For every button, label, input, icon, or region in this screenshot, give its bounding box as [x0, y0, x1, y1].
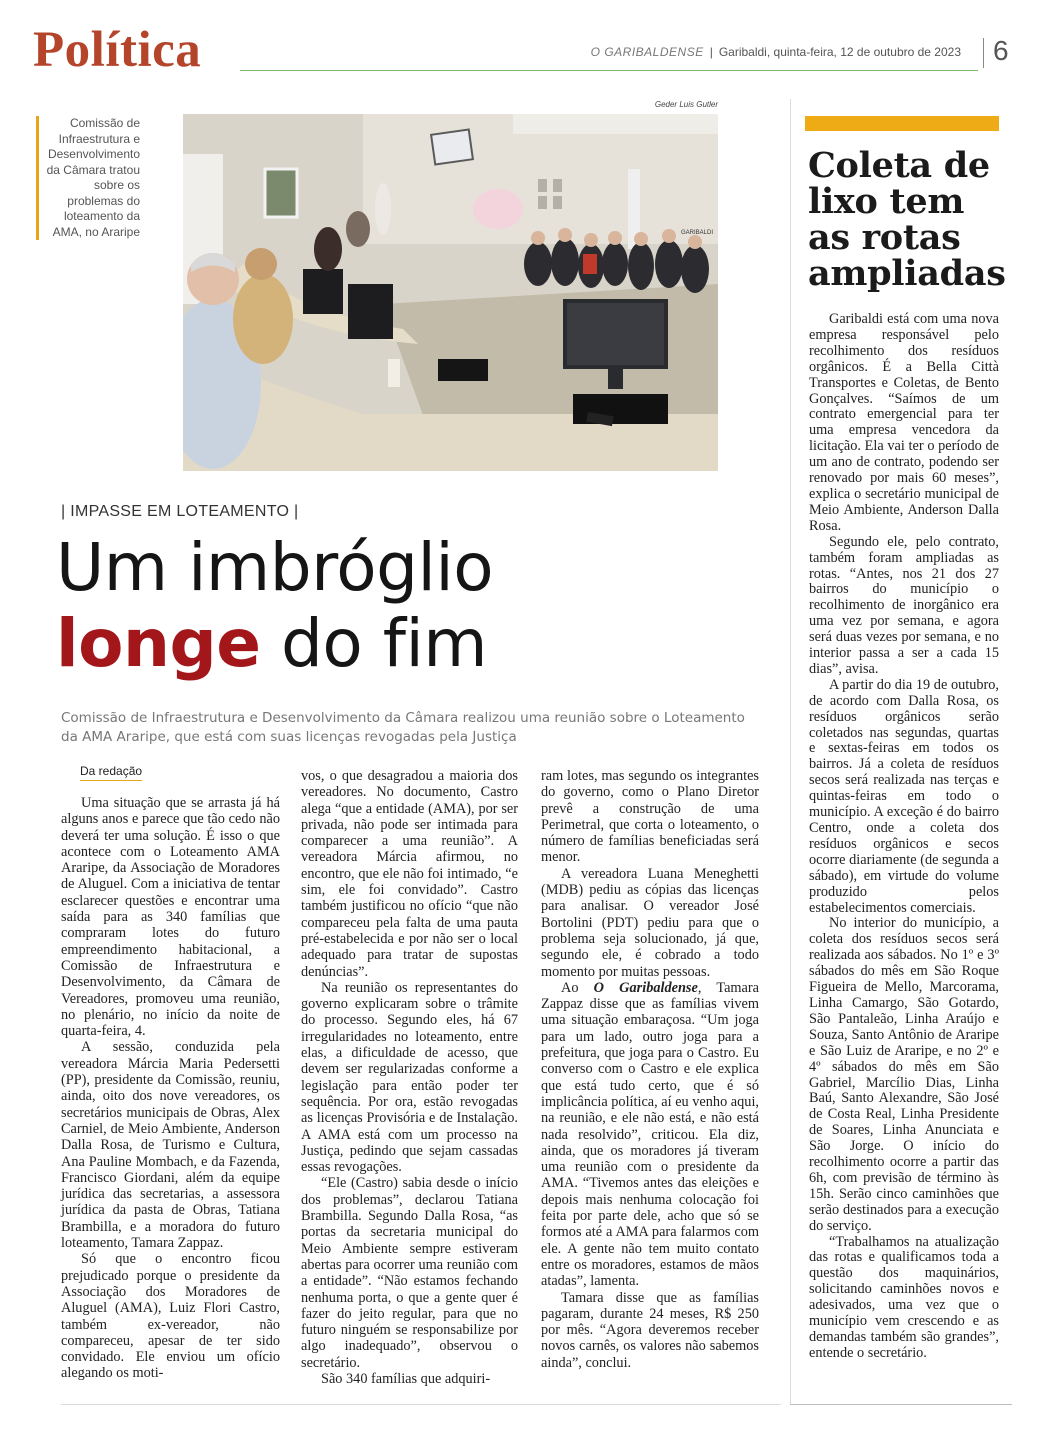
page-bottom-rule: [61, 1404, 781, 1405]
header-separator: |: [709, 45, 713, 59]
sidebar-paragraph: “Trabalhamos na atualização das rotas e qualificamos toda a questão dos maquinários, solicitando caminhões novos e adesivados, uma vez que o município vem crescendo e as demandas também são grandes”, entende o secretário.: [809, 1233, 999, 1361]
article-paragraph: vos, o que desagradou a maioria dos vereadores. No documento, Castro alega “que a entidade (AMA), por ser privada, não pode ser intimada para comparecer a uma reunião”. A vereadora Márcia afirmou, no encontro, que ele não foi intimado, “e sim, ele foi convidado”. Castro também justificou no ofício “que não compareceu pela falta de uma pauta pré-estabelecida e por não ser o local adequado para tratar de supostas denúncias”.: [301, 768, 518, 980]
interview-lead: Ao: [561, 979, 594, 996]
article-paragraph-interview: [541, 980, 759, 1290]
meeting-photo: [183, 114, 718, 471]
newspaper-name-inline: O Garibaldense: [593, 979, 698, 996]
article-paragraph: ram lotes, mas segundo os integrantes do governo, como o Plano Diretor prevê a construção de uma Perimetral, que corta o loteamento, o número de famílias beneficiadas será menor.: [541, 768, 759, 866]
header-rule: [240, 70, 978, 71]
page-number-divider: [983, 38, 984, 68]
byline: Da redação: [80, 764, 142, 781]
photo-credit: Geder Luis Gutler: [654, 100, 718, 109]
photo-caption: Comissão de Infraestrutura e Desenvolvimento da Câmara tratou sobre os problemas do loteamento da AMA, no Araripe: [36, 116, 140, 240]
standfirst: Comissão de Infraestrutura e Desenvolvimento da Câmara realizou uma reunião sobre o Loteamento da AMA Araripe, que está com suas licenças revogadas pela Justiça: [61, 710, 745, 745]
kicker: | IMPASSE EM LOTEAMENTO |: [61, 503, 299, 520]
article-paragraph: Uma situação que se arrasta já há alguns anos e parece que tão cedo não deverá ter uma solução. É isso o que acontece com o Loteamento AMA Araripe, da Associação de Moradores de Aluguel. Com a iniciativa de tentar esclarecer questões e encontrar uma saída para as 340 famílias que compraram lotes do futuro empreendimento habitacional, a Comissão de Infraestrutura e Desenvolvimento, da Câmara de Vereadores, promoveu uma reunião, no plenário, no início da noite de quarta-feira, 4.: [61, 795, 280, 1040]
sidebar-paragraph: Garibaldi está com uma nova empresa responsável pelo recolhimento dos resíduos orgânicos. É a Bella Città Transportes e Coletas, de Bento Gonçalves. “Saímos de um contrato emergencial para ter uma empresa vencedora da licitação. Ela vai ter o período de um ano de contrato, podendo ser renovado por mais 60 meses”, explica o secretário municipal de Meio Ambiente, Anderson Dalla Rosa.: [809, 311, 999, 534]
page-number: 6: [993, 35, 1009, 66]
sidebar-frame-left: [790, 99, 791, 1405]
headline-line-1: Um imbróglio: [56, 529, 494, 606]
headline-accent-word: longe: [56, 605, 261, 682]
dateline: Garibaldi, quinta-feira, 12 de outubro de 2023: [718, 45, 961, 59]
section-title: Política: [33, 22, 202, 78]
article-paragraph: Só que o encontro ficou prejudicado porque o presidente da Associação dos Moradores de Aluguel (AMA), Luiz Flori Castro, também ex-vereador, não compareceu, apesar de ter sido convidado. Ele enviou um ofício alegando os moti-: [61, 1251, 280, 1382]
headline-rest: do fim: [280, 605, 488, 682]
article-paragraph: A sessão, conduzida pela vereadora Márcia Maria Pedersetti (PP), presidente da Comissão, reuniu, ainda, oito dos nove vereadores, os secretários municipais de Obras, Alex Carniel, de Meio Ambiente, Anderson Dalla Rosa, de Turismo e Cultura, Ana Pauline Mombach, e da Fazenda, Francisco Giordani, além da equipe jurídica das secretarias, a assessora jurídica da pasta de Obras, Tatiana Brambilla, e a moradora do futuro loteamento, Tamara Zappaz.: [61, 1039, 280, 1252]
article-paragraph: Na reunião os representantes do governo explicaram sobre o trâmite do processo. Segundo eles, há 67 irregularidades no loteamento, entre elas, a dificuldade de acesso, que devem ser regularizadas conforme a legislação para então poder ter sequência. Por ora, estão revogadas as licenças Provisória e de Instalação. A AMA está com um processo na Justiça, pedindo que sejam cassadas essas revogações.: [301, 979, 518, 1176]
article-column-2: [301, 768, 518, 1387]
sidebar-title: Coleta de lixo tem as rotas ampliadas: [808, 145, 1006, 294]
headline: [56, 530, 756, 682]
article-paragraph: A vereadora Luana Meneghetti (MDB) pediu as cópias das licenças para analisar. O vereador José Bortolini (PDT) pediu para que o problema seja solucionado, já que, segundo ele, é cobrado a todo momento por muitas pessoas.: [541, 865, 759, 980]
article-paragraph: Tamara disse que as famílias pagaram, durante 24 meses, R$ 250 por mês. “Agora deveremos receber novos carnês, os valores não sabemos ainda”, conclui.: [541, 1289, 759, 1371]
sidebar-body: [809, 312, 999, 1362]
article-paragraph: “Ele (Castro) sabia desde o início dos problemas”, declarou Tatiana Brambilla. Segundo Dalla Rosa, “as portas da secretaria municipal do Meio Ambiente sempre estiveram abertas para ocorrer uma reunião com a entidade”. “Não estamos fechando nenhuma porta, o que a gente quer é fazer do jeito regular, para que no futuro ninguém se responsabilize por algo inadequado”, observou o secretário.: [301, 1175, 518, 1371]
headline-line-2: [56, 606, 756, 682]
header-meta: [591, 45, 961, 59]
meeting-photo-illustration: [183, 114, 718, 471]
article-column-3: [541, 768, 759, 1371]
sidebar-paragraph: Segundo ele, pelo contrato, também foram ampliadas as rotas. “Antes, nos 21 dos 27 bairros do município o recolhimento de inorgânico era uma vez por semana, e agora será duas vezes por semana, e no interior passa a ser a cada 15 dias”, avisa.: [809, 533, 999, 677]
photo-screen-label: GARIBALDI: [681, 230, 714, 236]
paper-name: O GARIBALDENSE: [590, 45, 704, 59]
interview-text: , Tamara Zappaz disse que as famílias vivem uma situação embaraçosa. “Um joga para um lado, outro joga para a prefeitura, que joga para o Castro. Eu converso com o Castro e ele explica que está tudo certo, que é só implicância política, aí eu venho aqui, na reunião, e ele não está, e não está nada resolvido”, criticou. Ela diz, ainda, que os moradores já tiveram uma reunião com o presidente da AMA. “Tivemos antes das eleições e depois mais nenhuma colocação foi feita por parte dele, acho que só se formos até a AMA para falarmos com ele. A gente não tem muito contato entre os moradores, estamos de mãos atadas”, lamenta.: [541, 979, 759, 1290]
sidebar-paragraph: A partir do dia 19 de outubro, de acordo com Dalla Rosa, os resíduos orgânicos serão coletados nas segundas, quartas e sextas-feiras em todos os bairros. Já a coleta de resíduos secos será realizada nas terças e quintas-feiras em todo o município. A exceção é do bairro Centro, onde a coleta dos resíduos orgânicos e secos ocorre diariamente (de segunda a sábado), em virtude do volume produzido pelos estabelecimentos comerciais.: [809, 676, 999, 916]
sidebar-frame-bottom: [790, 1404, 1012, 1405]
sidebar-paragraph: No interior do município, a coleta dos resíduos secos será realizada aos sábados. No 1º e 3º sábados do mês em São Roque Figueira de Mello, Marcorama, Linha Camargo, São Gotardo, São Pantaleão, Linha Araújo e Souza, Santo Antônio de Araripe e São Luiz de Araripe, e no 2º e 4º sábados do mês em São Gabriel, Marcílio Dias, Linha Baú, Santo Alexandre, São José de Costa Real, Linha Presidente de Soares, Linha Anunciata e São Jorge. O início do recolhimento ocorre a partir das 6h, com previsão de término às 15h. Serão cinco caminhões que serão destinados para a execução do serviço.: [809, 915, 999, 1234]
sidebar-accent-bar: [805, 116, 999, 131]
article-column-1: [61, 795, 280, 1382]
article-paragraph: São 340 famílias que adquiri-: [321, 1370, 491, 1387]
